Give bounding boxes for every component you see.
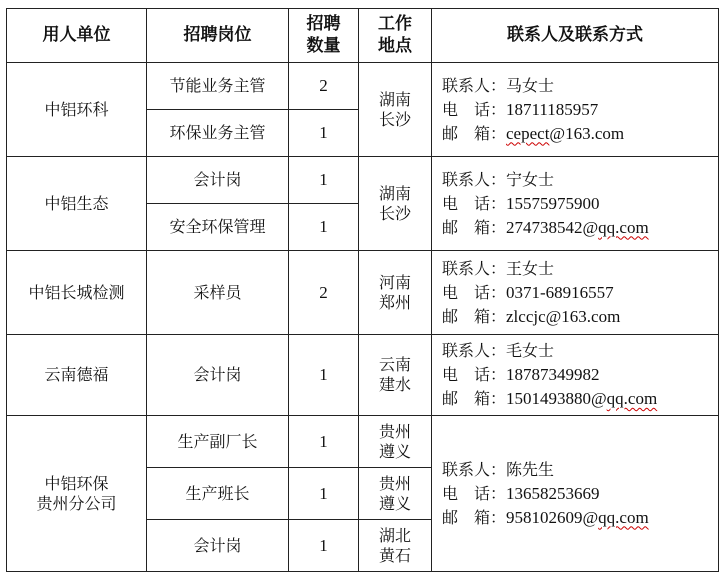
count-cell: 1 xyxy=(289,157,359,204)
unit-name: 中铝环科 xyxy=(44,99,109,119)
person-label: 联系人： xyxy=(442,258,507,278)
email-label: 邮 箱： xyxy=(442,507,507,527)
count-cell: 1 xyxy=(289,416,359,468)
contact-phone: 0371-68916557 xyxy=(506,282,614,302)
unit-name-line: 贵州分公司 xyxy=(36,493,117,513)
location-line: 湖北 xyxy=(378,525,411,545)
contact-phone: 18787349982 xyxy=(506,365,600,384)
location-line: 遵义 xyxy=(378,493,411,513)
header-location-line2: 地点 xyxy=(378,35,412,56)
contact-email-user: cepect xyxy=(506,123,550,143)
contact-person-line xyxy=(442,339,718,363)
header-location-line1: 工作 xyxy=(378,14,412,35)
contact-email-domain: @163.com xyxy=(545,306,621,326)
contact-email-user: 958102609@ xyxy=(506,507,599,527)
contact-person-line xyxy=(442,458,718,482)
table-row xyxy=(7,157,719,204)
contact-person: 马女士 xyxy=(506,75,555,95)
contact-phone-line xyxy=(442,192,718,216)
contact-cell xyxy=(432,63,719,157)
email-label: 邮 箱： xyxy=(442,389,507,408)
contact-email-line xyxy=(442,506,718,530)
header-contact: 联系人及联系方式 xyxy=(432,9,719,63)
contact-cell xyxy=(432,251,719,335)
contact-email-user: zlccjc xyxy=(506,306,546,326)
location-line: 黄石 xyxy=(378,545,411,565)
position-cell: 安全环保管理 xyxy=(147,204,289,251)
contact-phone-line xyxy=(442,281,718,305)
header-position: 招聘岗位 xyxy=(147,9,289,63)
contact-email-line xyxy=(442,216,718,240)
email-label: 邮 箱： xyxy=(442,306,507,326)
position-cell: 会计岗 xyxy=(147,335,289,416)
phone-label: 电 话： xyxy=(442,282,507,302)
header-row xyxy=(7,9,719,63)
contact-person-line xyxy=(442,74,718,98)
contact-person: 陈先生 xyxy=(506,459,555,479)
contact-person: 宁女士 xyxy=(506,169,555,189)
contact-phone: 18711185957 xyxy=(506,99,599,119)
location-line: 长沙 xyxy=(378,203,411,223)
person-label: 联系人： xyxy=(442,75,507,95)
count-cell: 1 xyxy=(289,468,359,520)
count-cell: 2 xyxy=(289,63,359,110)
unit-cell xyxy=(7,416,147,572)
count-cell: 1 xyxy=(289,335,359,416)
contact-email-domain: qq.com xyxy=(598,217,649,237)
contact-phone: 15575975900 xyxy=(506,193,600,213)
email-label: 邮 箱： xyxy=(442,217,507,237)
contact-person-line xyxy=(442,257,718,281)
location-line: 河南 xyxy=(378,272,411,292)
location-cell xyxy=(359,416,432,468)
location-line: 贵州 xyxy=(378,473,411,493)
contact-email-user: 274738542@ xyxy=(506,217,599,237)
contact-email-line xyxy=(442,122,718,146)
contact-cell xyxy=(432,157,719,251)
contact-email-domain: @163.com xyxy=(549,123,625,143)
contact-person: 毛女士 xyxy=(506,341,555,360)
table-row xyxy=(7,416,719,468)
unit-cell xyxy=(7,63,147,157)
contact-email-line xyxy=(442,305,718,329)
position-cell: 会计岗 xyxy=(147,157,289,204)
table-row xyxy=(7,251,719,335)
contact-email-line xyxy=(442,387,718,411)
person-label: 联系人： xyxy=(442,169,507,189)
location-line: 云南 xyxy=(378,355,411,374)
contact-person: 王女士 xyxy=(506,258,555,278)
contact-email-domain: qq.com xyxy=(598,507,649,527)
unit-name-line: 中铝环保 xyxy=(44,473,109,493)
contact-email-domain: qq.com xyxy=(606,389,658,408)
location-cell xyxy=(359,335,432,416)
contact-phone-line xyxy=(442,482,718,506)
position-cell: 生产副厂长 xyxy=(147,416,289,468)
location-cell xyxy=(359,468,432,520)
phone-label: 电 话： xyxy=(442,99,507,119)
location-line: 长沙 xyxy=(378,109,411,129)
header-location xyxy=(359,9,432,63)
location-line: 湖南 xyxy=(378,89,411,109)
contact-phone: 13658253669 xyxy=(506,483,600,503)
contact-person-line xyxy=(442,168,718,192)
header-count-line1: 招聘 xyxy=(306,14,341,35)
phone-label: 电 话： xyxy=(442,483,507,503)
position-cell: 生产班长 xyxy=(147,468,289,520)
count-cell: 2 xyxy=(289,251,359,335)
contact-phone-line xyxy=(442,363,718,387)
position-cell: 会计岗 xyxy=(147,520,289,572)
unit-cell xyxy=(7,251,147,335)
header-count-line2: 数量 xyxy=(306,35,341,56)
location-line: 建水 xyxy=(378,375,411,394)
contact-cell xyxy=(432,416,719,572)
recruitment-table xyxy=(6,8,719,572)
count-cell: 1 xyxy=(289,520,359,572)
unit-name: 中铝长城检测 xyxy=(28,282,125,302)
location-cell xyxy=(359,251,432,335)
location-line: 湖南 xyxy=(378,183,411,203)
location-line: 贵州 xyxy=(378,421,411,441)
phone-label: 电 话： xyxy=(442,193,507,213)
unit-cell xyxy=(7,335,147,416)
phone-label: 电 话： xyxy=(442,365,507,384)
header-count xyxy=(289,9,359,63)
email-label: 邮 箱： xyxy=(442,123,507,143)
person-label: 联系人： xyxy=(442,459,507,479)
table-row xyxy=(7,63,719,110)
location-line: 遵义 xyxy=(378,441,411,461)
unit-name: 云南德福 xyxy=(44,365,109,384)
contact-email-user: 1501493880@ xyxy=(506,389,607,408)
location-cell xyxy=(359,520,432,572)
position-cell: 环保业务主管 xyxy=(147,110,289,157)
table-row xyxy=(7,335,719,416)
location-line: 郑州 xyxy=(378,292,411,312)
location-cell xyxy=(359,63,432,157)
count-cell: 1 xyxy=(289,204,359,251)
unit-name: 中铝生态 xyxy=(44,193,109,213)
unit-cell xyxy=(7,157,147,251)
contact-phone-line xyxy=(442,98,718,122)
count-cell: 1 xyxy=(289,110,359,157)
location-cell xyxy=(359,157,432,251)
contact-cell xyxy=(432,335,719,416)
position-cell: 节能业务主管 xyxy=(147,63,289,110)
header-unit: 用人单位 xyxy=(7,9,147,63)
person-label: 联系人： xyxy=(442,341,507,360)
position-cell: 采样员 xyxy=(147,251,289,335)
